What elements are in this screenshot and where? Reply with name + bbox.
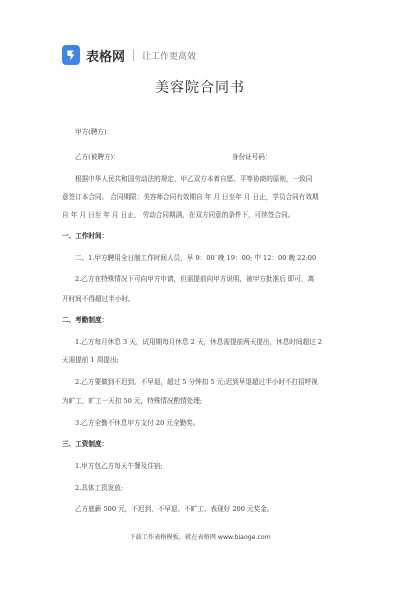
clause-line: 二、1.甲方聘用全日制工作时间人员，早 9：00`晚 19：00; 中 12：00 晚 22:00 xyxy=(75,254,317,262)
clause-line: 1.甲方包乙方每天午餐及住宿; xyxy=(75,462,163,470)
document-title: 美容院合同书 xyxy=(155,80,245,96)
intro-line: 自 年 月 日至 年 月 日止， 劳动合同期满，在双方同意的条件下，可续签合同。 xyxy=(62,211,295,219)
clause-line: 天需提前 1 周提出; xyxy=(62,356,119,364)
id-number-label: 身份证号码： xyxy=(232,153,272,161)
party-a-label: 甲方(聘方)： xyxy=(75,128,114,136)
brand-divider xyxy=(133,49,134,61)
clause-line: 2.乙方要做到不迟到、不早退，超过 5 分钟扣 5 元;迟到早退超过半小时不打招呼视 xyxy=(75,378,318,386)
clause-line: 乙方底薪 500 元，不迟到、不早退、不旷工、表现好 200 元奖金。 xyxy=(75,505,274,513)
brand-name: 表格网 xyxy=(86,49,126,65)
biaoge-logo-icon xyxy=(62,45,80,65)
clause-line: 3.乙方全勤不休息甲方支付 20 元全勤奖。 xyxy=(75,419,200,427)
clause-line: 2.具体工资发放: xyxy=(75,484,124,492)
section-heading: 一、工作时间： xyxy=(62,232,109,240)
intro-line: 根据中华人民共和国劳动法的规定，甲乙双方本着自愿、平等协商的原则，一致同 xyxy=(75,175,313,183)
clause-line: 为旷工，旷工一天扣 50 元，特殊情况酌情处理; xyxy=(62,397,203,405)
brand-header xyxy=(62,44,196,66)
section-heading: 二、考勤制度： xyxy=(62,316,109,324)
party-b-label: 乙方(被聘方)： xyxy=(75,153,120,161)
clause-line: 开时间不得超过半小时。 xyxy=(62,295,135,303)
intro-line: 意签订本合同。 合同期限：美容师合同有效期自 年 月 日至年 月 日止，学员合同有效期 xyxy=(62,193,319,201)
section-heading: 三、工资制度： xyxy=(62,440,109,448)
clause-line: 2.乙方在特殊情况下可向甲方申请，但需提前向甲方说明，被甲方批准后 即可，离 xyxy=(75,275,315,283)
clause-line: 1.乙方每月休息 3 天，试用期每月休息 2 天，休息需提前两天提出，休息时间超过 2 xyxy=(75,338,322,346)
footer-text: 下载工作表格模板，就在表格网 www.biaoge.com xyxy=(129,534,271,541)
brand-slogan: 让工作更高效 xyxy=(142,51,197,62)
